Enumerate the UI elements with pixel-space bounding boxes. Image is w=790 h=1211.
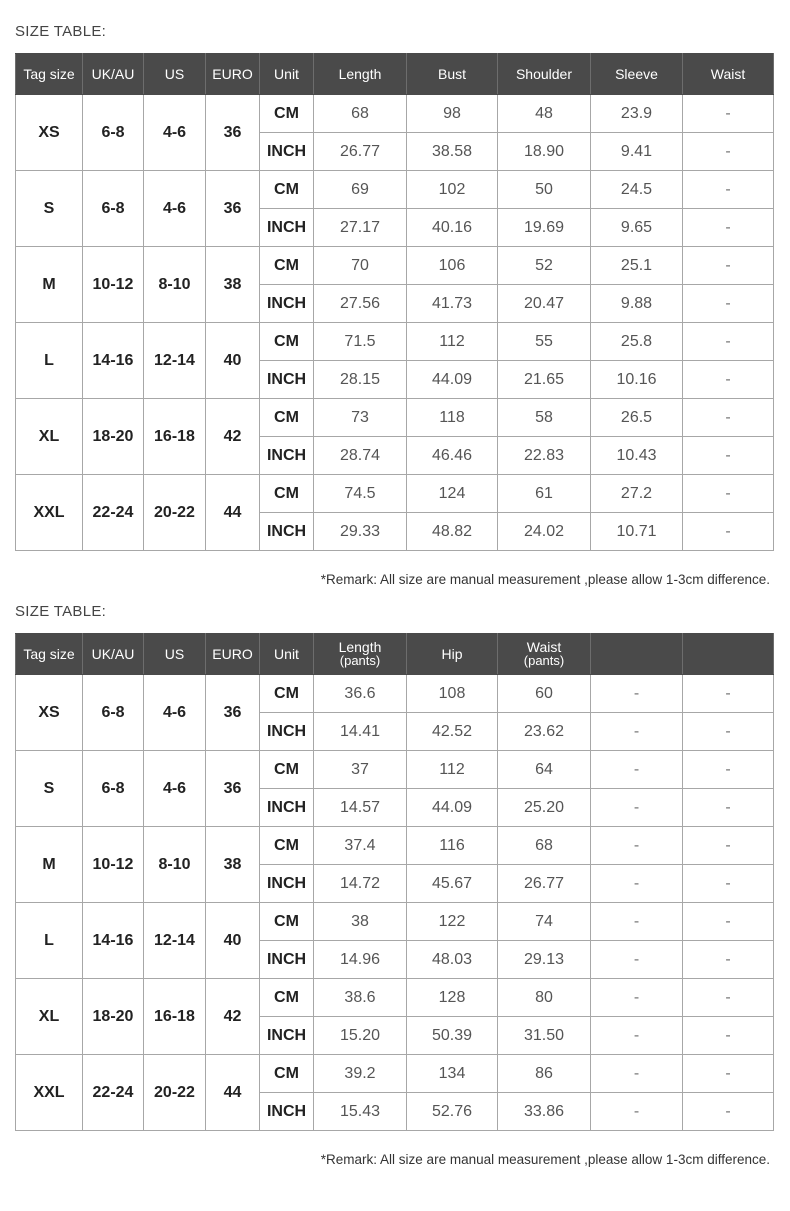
measure-cell: 38 [314, 903, 407, 941]
measure-cell: 70 [314, 247, 407, 285]
unit-cm-cell: CM [260, 827, 314, 865]
measure-cell: 118 [407, 399, 498, 437]
measure-cell: 10.71 [591, 513, 683, 551]
measure-cell: 68 [498, 827, 591, 865]
measure-cell: 52 [498, 247, 591, 285]
header-unit: Unit [260, 54, 314, 95]
remark-note: *Remark: All size are manual measurement ,please allow 1-3cm difference. [320, 1152, 770, 1167]
measure-cell: - [683, 361, 774, 399]
tag-size-cell: S [16, 171, 83, 247]
size-table-caption: SIZE TABLE: [15, 603, 107, 620]
us-cell: 4-6 [144, 675, 206, 751]
measure-cell: - [683, 399, 774, 437]
measure-cell: - [683, 941, 774, 979]
measure-cell: 26.77 [498, 865, 591, 903]
measure-cell: 108 [407, 675, 498, 713]
measure-cell: - [683, 475, 774, 513]
us-cell: 20-22 [144, 475, 206, 551]
measure-cell: 29.33 [314, 513, 407, 551]
header-unit: Unit [260, 634, 314, 675]
measure-cell: 15.43 [314, 1093, 407, 1131]
us-cell: 8-10 [144, 247, 206, 323]
measure-cell: 15.20 [314, 1017, 407, 1055]
measure-cell: 10.16 [591, 361, 683, 399]
measure-cell: 25.20 [498, 789, 591, 827]
measure-cell: - [683, 133, 774, 171]
header-length-pants: Length (pants) [314, 634, 407, 675]
measure-cell: 26.77 [314, 133, 407, 171]
measure-cell: 22.83 [498, 437, 591, 475]
unit-inch-cell: INCH [260, 941, 314, 979]
measure-cell: 9.88 [591, 285, 683, 323]
measure-cell: 27.56 [314, 285, 407, 323]
tag-size-cell: XS [16, 675, 83, 751]
size-table-pants [15, 633, 774, 1131]
uk-au-cell: 10-12 [83, 827, 144, 903]
measure-cell: 40.16 [407, 209, 498, 247]
euro-cell: 36 [206, 95, 260, 171]
header-waist-pants: Waist (pants) [498, 634, 591, 675]
measure-cell: - [683, 827, 774, 865]
table-row-cm [16, 675, 774, 713]
measure-cell: 26.5 [591, 399, 683, 437]
unit-cm-cell: CM [260, 475, 314, 513]
table-row-cm [16, 247, 774, 285]
uk-au-cell: 6-8 [83, 675, 144, 751]
measure-cell: - [683, 323, 774, 361]
measure-cell: - [683, 1017, 774, 1055]
table-row-cm [16, 475, 774, 513]
measure-cell: 38.58 [407, 133, 498, 171]
measure-cell: 58 [498, 399, 591, 437]
header-shoulder: Shoulder [498, 54, 591, 95]
uk-au-cell: 6-8 [83, 751, 144, 827]
measure-cell: 112 [407, 323, 498, 361]
us-cell: 16-18 [144, 979, 206, 1055]
euro-cell: 36 [206, 751, 260, 827]
unit-inch-cell: INCH [260, 437, 314, 475]
measure-cell: 55 [498, 323, 591, 361]
measure-cell: 21.65 [498, 361, 591, 399]
measure-cell: - [683, 789, 774, 827]
unit-cm-cell: CM [260, 247, 314, 285]
measure-cell: - [591, 1017, 683, 1055]
header-bust: Bust [407, 54, 498, 95]
tag-size-cell: XS [16, 95, 83, 171]
table-row-cm [16, 171, 774, 209]
header-tag-size: Tag size [16, 634, 83, 675]
table-row-cm [16, 903, 774, 941]
header-uk-au: UK/AU [83, 54, 144, 95]
measure-cell: - [591, 865, 683, 903]
euro-cell: 42 [206, 979, 260, 1055]
header-empty-2 [683, 634, 774, 675]
measure-cell: - [591, 713, 683, 751]
measure-cell: - [683, 903, 774, 941]
measure-cell: 39.2 [314, 1055, 407, 1093]
unit-cm-cell: CM [260, 751, 314, 789]
measure-cell: - [591, 675, 683, 713]
unit-cm-cell: CM [260, 323, 314, 361]
uk-au-cell: 14-16 [83, 903, 144, 979]
header-waist: Waist [683, 54, 774, 95]
measure-cell: 24.5 [591, 171, 683, 209]
measure-cell: - [591, 903, 683, 941]
measure-cell: - [591, 789, 683, 827]
header-empty-1 [591, 634, 683, 675]
unit-inch-cell: INCH [260, 513, 314, 551]
measure-cell: - [591, 1093, 683, 1131]
measure-cell: 64 [498, 751, 591, 789]
measure-cell: - [683, 1055, 774, 1093]
measure-cell: 37 [314, 751, 407, 789]
table-row-cm [16, 399, 774, 437]
us-cell: 8-10 [144, 827, 206, 903]
euro-cell: 40 [206, 323, 260, 399]
unit-cm-cell: CM [260, 979, 314, 1017]
measure-cell: 41.73 [407, 285, 498, 323]
size-table-caption: SIZE TABLE: [15, 23, 107, 40]
header-row [16, 54, 774, 95]
tag-size-cell: XXL [16, 1055, 83, 1131]
measure-cell: 14.96 [314, 941, 407, 979]
uk-au-cell: 14-16 [83, 323, 144, 399]
unit-cm-cell: CM [260, 171, 314, 209]
measure-cell: 25.1 [591, 247, 683, 285]
unit-inch-cell: INCH [260, 285, 314, 323]
measure-cell: 31.50 [498, 1017, 591, 1055]
uk-au-cell: 6-8 [83, 95, 144, 171]
us-cell: 4-6 [144, 751, 206, 827]
euro-cell: 40 [206, 903, 260, 979]
measure-cell: - [683, 285, 774, 323]
header-length: Length [314, 54, 407, 95]
euro-cell: 38 [206, 827, 260, 903]
measure-cell: - [591, 1055, 683, 1093]
tag-size-cell: L [16, 323, 83, 399]
measure-cell: - [591, 751, 683, 789]
measure-cell: 116 [407, 827, 498, 865]
measure-cell: - [683, 513, 774, 551]
measure-cell: 80 [498, 979, 591, 1017]
measure-cell: 71.5 [314, 323, 407, 361]
measure-cell: 42.52 [407, 713, 498, 751]
euro-cell: 36 [206, 171, 260, 247]
measure-cell: 9.65 [591, 209, 683, 247]
unit-inch-cell: INCH [260, 1017, 314, 1055]
measure-cell: 33.86 [498, 1093, 591, 1131]
us-cell: 12-14 [144, 323, 206, 399]
measure-cell: - [591, 941, 683, 979]
measure-cell: - [683, 979, 774, 1017]
unit-cm-cell: CM [260, 1055, 314, 1093]
measure-cell: 25.8 [591, 323, 683, 361]
measure-cell: 23.62 [498, 713, 591, 751]
table-row-cm [16, 751, 774, 789]
measure-cell: 10.43 [591, 437, 683, 475]
unit-inch-cell: INCH [260, 789, 314, 827]
unit-inch-cell: INCH [260, 361, 314, 399]
table-row-cm [16, 827, 774, 865]
header-us: US [144, 634, 206, 675]
measure-cell: 98 [407, 95, 498, 133]
header-hip: Hip [407, 634, 498, 675]
measure-cell: - [591, 827, 683, 865]
header-row [16, 634, 774, 675]
table-row-cm [16, 323, 774, 361]
measure-cell: 134 [407, 1055, 498, 1093]
measure-cell: 28.74 [314, 437, 407, 475]
measure-cell: 48 [498, 95, 591, 133]
euro-cell: 44 [206, 475, 260, 551]
us-cell: 4-6 [144, 171, 206, 247]
uk-au-cell: 18-20 [83, 979, 144, 1055]
measure-cell: 36.6 [314, 675, 407, 713]
unit-cm-cell: CM [260, 95, 314, 133]
measure-cell: 28.15 [314, 361, 407, 399]
measure-cell: 74.5 [314, 475, 407, 513]
unit-cm-cell: CM [260, 675, 314, 713]
tag-size-cell: L [16, 903, 83, 979]
measure-cell: 86 [498, 1055, 591, 1093]
measure-cell: - [683, 751, 774, 789]
measure-cell: 44.09 [407, 789, 498, 827]
uk-au-cell: 6-8 [83, 171, 144, 247]
measure-cell: 46.46 [407, 437, 498, 475]
unit-inch-cell: INCH [260, 209, 314, 247]
measure-cell: 50 [498, 171, 591, 209]
unit-inch-cell: INCH [260, 1093, 314, 1131]
header-euro: EURO [206, 54, 260, 95]
measure-cell: - [683, 209, 774, 247]
uk-au-cell: 10-12 [83, 247, 144, 323]
measure-cell: 106 [407, 247, 498, 285]
measure-cell: 112 [407, 751, 498, 789]
measure-cell: 29.13 [498, 941, 591, 979]
measure-cell: - [683, 95, 774, 133]
measure-cell: 37.4 [314, 827, 407, 865]
measure-cell: 24.02 [498, 513, 591, 551]
measure-cell: 20.47 [498, 285, 591, 323]
measure-cell: 27.17 [314, 209, 407, 247]
measure-cell: - [683, 675, 774, 713]
size-table-tops [15, 53, 774, 551]
euro-cell: 38 [206, 247, 260, 323]
measure-cell: 102 [407, 171, 498, 209]
measure-cell: 14.72 [314, 865, 407, 903]
measure-cell: 9.41 [591, 133, 683, 171]
measure-cell: - [683, 247, 774, 285]
measure-cell: 48.03 [407, 941, 498, 979]
euro-cell: 36 [206, 675, 260, 751]
us-cell: 20-22 [144, 1055, 206, 1131]
measure-cell: 45.67 [407, 865, 498, 903]
measure-cell: 74 [498, 903, 591, 941]
euro-cell: 44 [206, 1055, 260, 1131]
measure-cell: - [683, 171, 774, 209]
measure-cell: 23.9 [591, 95, 683, 133]
measure-cell: 68 [314, 95, 407, 133]
measure-cell: 52.76 [407, 1093, 498, 1131]
tag-size-cell: XL [16, 979, 83, 1055]
unit-inch-cell: INCH [260, 133, 314, 171]
header-tag-size: Tag size [16, 54, 83, 95]
us-cell: 12-14 [144, 903, 206, 979]
measure-cell: 38.6 [314, 979, 407, 1017]
measure-cell: - [683, 437, 774, 475]
measure-cell: 18.90 [498, 133, 591, 171]
measure-cell: 69 [314, 171, 407, 209]
measure-cell: 61 [498, 475, 591, 513]
uk-au-cell: 22-24 [83, 475, 144, 551]
table-row-cm [16, 1055, 774, 1093]
measure-cell: - [683, 1093, 774, 1131]
tag-size-cell: S [16, 751, 83, 827]
tag-size-cell: M [16, 827, 83, 903]
tag-size-cell: XL [16, 399, 83, 475]
uk-au-cell: 18-20 [83, 399, 144, 475]
unit-inch-cell: INCH [260, 713, 314, 751]
table-row-cm [16, 979, 774, 1017]
tag-size-cell: M [16, 247, 83, 323]
measure-cell: 14.41 [314, 713, 407, 751]
measure-cell: 124 [407, 475, 498, 513]
us-cell: 4-6 [144, 95, 206, 171]
measure-cell: 60 [498, 675, 591, 713]
measure-cell: 50.39 [407, 1017, 498, 1055]
measure-cell: 44.09 [407, 361, 498, 399]
header-us: US [144, 54, 206, 95]
tag-size-cell: XXL [16, 475, 83, 551]
uk-au-cell: 22-24 [83, 1055, 144, 1131]
measure-cell: 122 [407, 903, 498, 941]
header-euro: EURO [206, 634, 260, 675]
unit-cm-cell: CM [260, 903, 314, 941]
measure-cell: 128 [407, 979, 498, 1017]
measure-cell: 27.2 [591, 475, 683, 513]
unit-cm-cell: CM [260, 399, 314, 437]
remark-note: *Remark: All size are manual measurement ,please allow 1-3cm difference. [320, 572, 770, 587]
euro-cell: 42 [206, 399, 260, 475]
measure-cell: 48.82 [407, 513, 498, 551]
measure-cell: 73 [314, 399, 407, 437]
table-row-cm [16, 95, 774, 133]
measure-cell: - [683, 865, 774, 903]
measure-cell: - [683, 713, 774, 751]
measure-cell: - [591, 979, 683, 1017]
measure-cell: 19.69 [498, 209, 591, 247]
header-sleeve: Sleeve [591, 54, 683, 95]
measure-cell: 14.57 [314, 789, 407, 827]
header-uk-au: UK/AU [83, 634, 144, 675]
us-cell: 16-18 [144, 399, 206, 475]
unit-inch-cell: INCH [260, 865, 314, 903]
